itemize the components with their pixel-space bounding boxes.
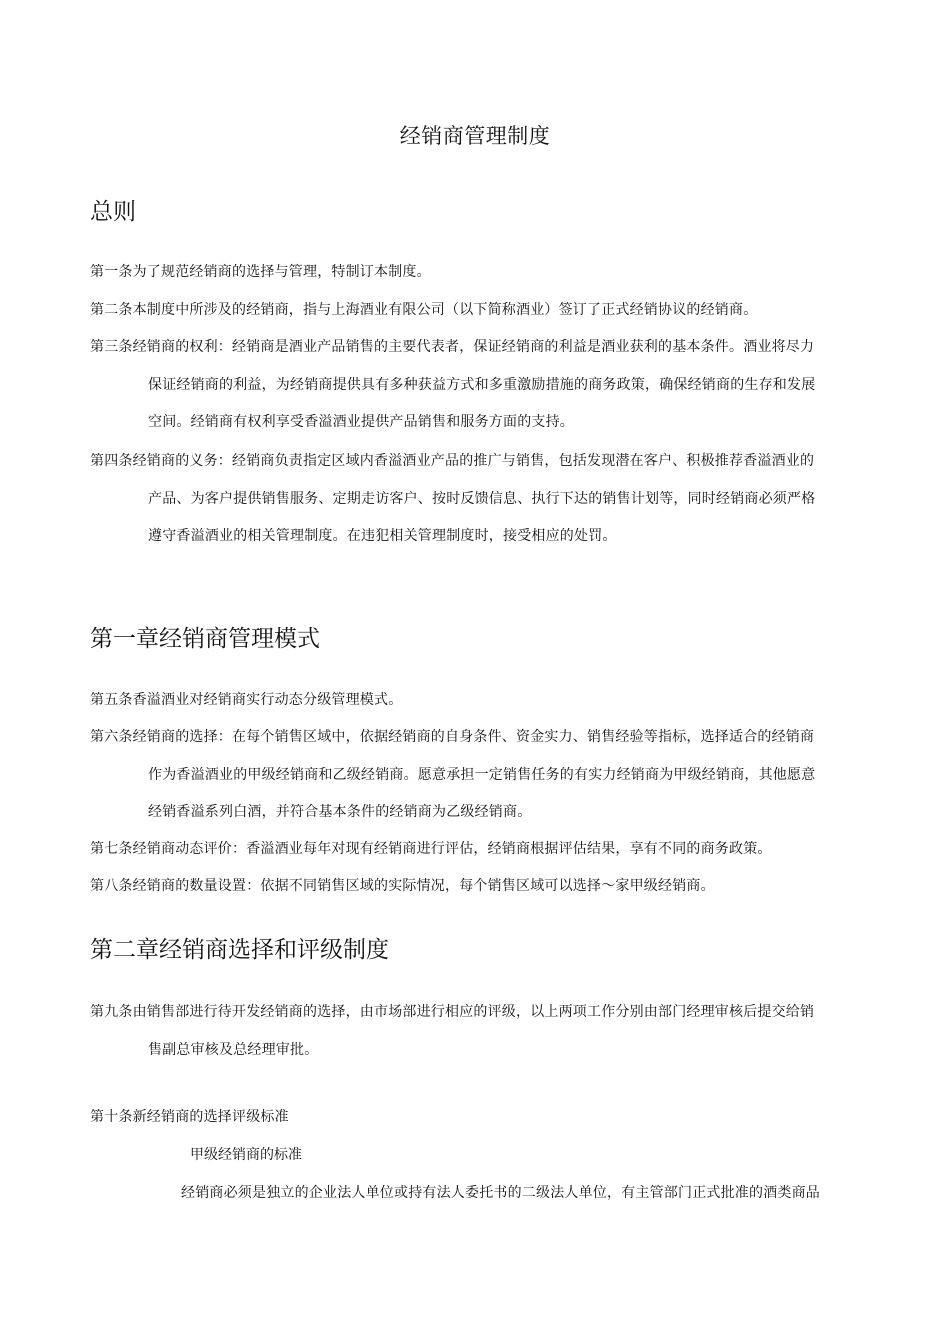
article-3-line-1: 第三条经销商的权利：经销商是酒业产品销售的主要代表者，保证经销商的利益是酒业获利的基本条件。酒业将尽力: [90, 339, 815, 355]
article-3: [90, 329, 850, 442]
article-6: [90, 719, 850, 832]
article-9-line-2: 售副总审核及总经理审批。: [148, 1041, 319, 1058]
subsection-title: 甲级经销商的标准: [190, 1147, 302, 1163]
article-6-line-1: 第六条经销商的选择：在每个销售区域中，依据经销商的自身条件、资金实力、销售经验等指标，选择适合的经销商: [90, 729, 815, 745]
heading-chapter-1: 第一章经销商管理模式: [90, 626, 320, 652]
article-9: [90, 994, 850, 1069]
article-3-line-3: 空间。经销商有权利享受香溢酒业提供产品销售和服务方面的支持。: [148, 414, 574, 430]
article-3-line-2: 保证经销商的利益，为经销商提供具有多种获益方式和多重激励措施的商务政策，确保经销商的生存和发展: [148, 376, 816, 393]
subsection-text: 经销商必须是独立的企业法人单位或持有法人委托书的二级法人单位，有主管部门正式批准的酒类商品: [181, 1185, 820, 1201]
article-5: 第五条香溢酒业对经销商实行动态分级管理模式。: [90, 692, 403, 708]
article-2: 第二条本制度中所涉及的经销商，指与上海酒业有限公司（以下简称酒业）签订了正式经销协议的经销商。: [90, 302, 758, 318]
article-6-line-3: 经销香溢系列白酒，并符合基本条件的经销商为乙级经销商。: [148, 804, 532, 820]
article-4-line-1: 第四条经销商的义务：经销商负责指定区域内香溢酒业产品的推广与销售，包括发现潜在客户、积极推荐香溢酒业的: [90, 453, 815, 469]
article-8: 第八条经销商的数量设置：依据不同销售区域的实际情况，每个销售区域可以选择〜家甲级经销商。: [90, 878, 715, 894]
article-7: 第七条经销商动态评价：香溢酒业每年对现有经销商进行评估，经销商根据评估结果，享有不同的商务政策。: [90, 841, 772, 857]
document-title: 经销商管理制度: [399, 124, 551, 148]
article-10: 第十条新经销商的选择评级标准: [90, 1109, 289, 1125]
article-4-line-2: 产品、为客户提供销售服务、定期走访客户、按时反馈信息、执行下达的销售计划等，同时经销商必须严格: [148, 490, 816, 507]
heading-general: 总则: [90, 199, 136, 225]
article-4: [90, 443, 850, 556]
article-1: 第一条为了规范经销商的选择与管理，特制订本制度。: [90, 264, 431, 280]
article-9-line-1: 第九条由销售部进行待开发经销商的选择，由市场部进行相应的评级，以上两项工作分别由部门经理审核后提交给销: [90, 1004, 815, 1020]
article-4-line-3: 遵守香溢酒业的相关管理制度。在违犯相关管理制度时，接受相应的处罚。: [148, 528, 617, 544]
heading-chapter-2: 第二章经销商选择和评级制度: [90, 937, 389, 963]
article-6-line-2: 作为香溢酒业的甲级经销商和乙级经销商。愿意承担一定销售任务的有实力经销商为甲级经销商，其他愿意: [148, 766, 816, 783]
